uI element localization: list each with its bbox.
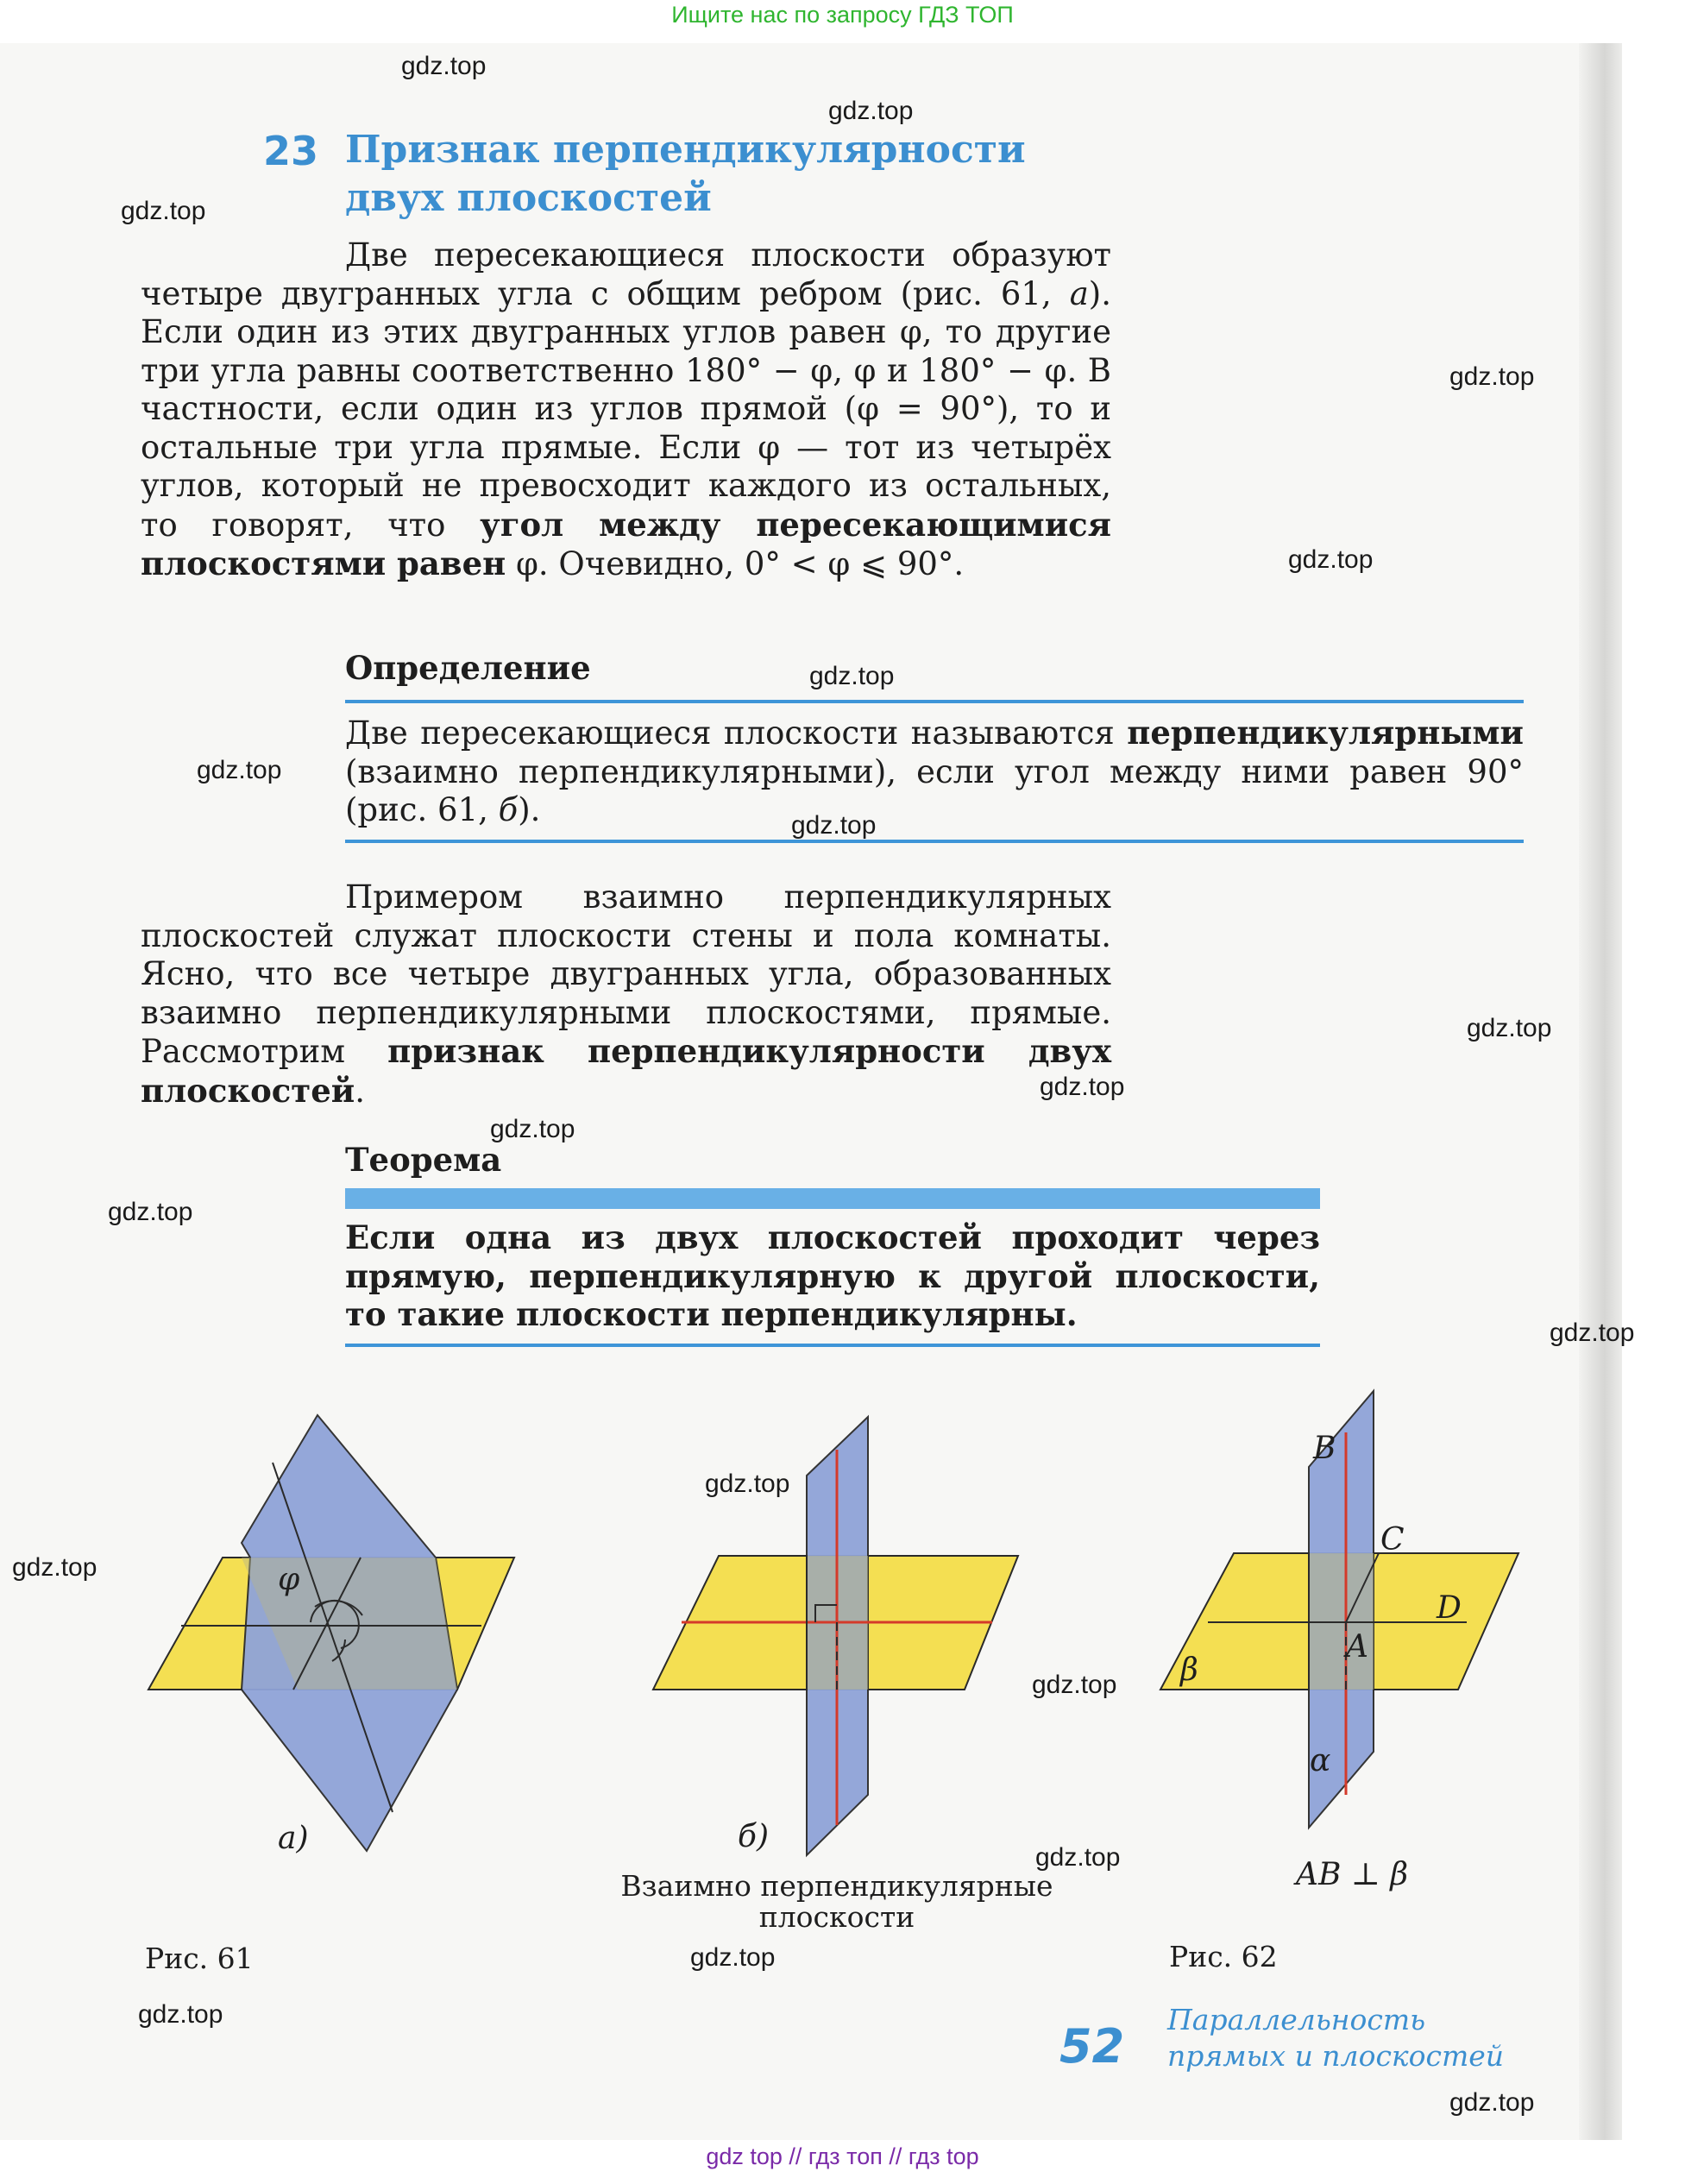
figure-62-caption: Рис. 62 — [1169, 1940, 1278, 1973]
theorem-text: Если одна из двух плоскостей проходит через прямую, перпендикулярную к другой плоскости, то такие плоскости перпендикулярны. — [345, 1218, 1320, 1333]
figure-61b-caption: б) — [738, 1819, 770, 1854]
intro-text: ). Если один из этих двугранных углов равен φ, то другие три угла равны соответственно 180° − φ, φ и 180° − φ. В частности, если один из углов прямой (φ = 90°), то и остальные три угла прямые. Если φ — тот из четырёх углов, который не превосходит каждого из остальных, то говорят, что — [141, 274, 1111, 544]
watermark: gdz.top — [690, 1943, 776, 1972]
watermark: gdz.top — [108, 1198, 193, 1226]
example-text: . — [355, 1072, 365, 1110]
definition-heading: Определение — [345, 649, 591, 687]
section-number: 23 — [263, 128, 319, 174]
watermark: gdz.top — [1035, 1843, 1121, 1872]
watermark: gdz.top — [1449, 362, 1535, 391]
watermark: gdz.top — [1550, 1319, 1635, 1347]
watermark: gdz.top — [791, 811, 877, 840]
section-title-line1: Признак перпендикулярности — [345, 128, 1026, 172]
figure-61b-subcaption — [613, 1871, 1061, 1933]
figure-61a — [148, 1415, 514, 1856]
watermark: gdz.top — [1040, 1073, 1125, 1101]
chapter-title-line: прямых и плоскостей — [1167, 2039, 1505, 2073]
example-key-term: признак перпендикулярности двух плоскостей — [141, 1032, 1111, 1110]
theorem-heading: Теорема — [345, 1141, 502, 1179]
definition-figure-ref: б — [498, 791, 519, 828]
watermark: gdz.top — [138, 2000, 223, 2029]
intro-figure-ref: а — [1069, 274, 1089, 312]
top-banner[interactable]: Ищите нас по запросу ГДЗ ТОП — [671, 2, 1014, 28]
watermark: gdz.top — [1288, 545, 1374, 574]
point-label-b: B — [1313, 1431, 1336, 1466]
bottom-banner[interactable]: gdz top // гдз топ // гдз top — [706, 2143, 979, 2169]
subcaption-line: плоскости — [758, 1900, 915, 1934]
watermark: gdz.top — [12, 1553, 97, 1582]
point-label-c: C — [1380, 1522, 1405, 1558]
watermark: gdz.top — [1467, 1014, 1552, 1042]
definition-key-term: перпендикулярными — [1127, 714, 1524, 752]
watermark: gdz.top — [401, 52, 487, 80]
watermark: gdz.top — [121, 197, 206, 225]
watermark: gdz.top — [1032, 1671, 1117, 1699]
figure-62 — [1160, 1391, 1518, 1892]
figure-61b — [653, 1417, 1018, 1855]
watermark: gdz.top — [705, 1470, 790, 1498]
section-title-line2: двух плоскостей — [345, 176, 712, 220]
figure-61-caption: Рис. 61 — [145, 1942, 254, 1975]
subcaption-line: Взаимно перпендикулярные — [620, 1869, 1053, 1903]
definition-text-part: (взаимно перпендикулярными), если угол между ними равен 90° (рис. 61, — [345, 752, 1524, 828]
figure-61a-caption: а) — [278, 1821, 309, 1856]
definition-text-part: Две пересекающиеся плоскости называются — [345, 714, 1128, 752]
chapter-title — [1167, 2002, 1504, 2074]
point-label-a: A — [1346, 1629, 1368, 1665]
page-number: 52 — [1059, 2019, 1125, 2074]
plane-label-alpha: α — [1310, 1743, 1331, 1778]
formula-ab-perp-beta: AB ⊥ β — [1296, 1857, 1409, 1892]
angle-label-phi: φ — [278, 1562, 300, 1597]
intro-text: Две пересекающиеся плоскости образуют четыре двугранных угла с общим ребром (рис. 61, — [141, 236, 1111, 312]
intro-key-term: угол между пересекающимися плоскостями равен — [141, 505, 1111, 582]
intro-text: φ. Очевидно, 0° < φ ⩽ 90°. — [506, 545, 965, 582]
watermark: gdz.top — [197, 756, 282, 784]
watermark: gdz.top — [1449, 2088, 1535, 2117]
watermark: gdz.top — [828, 97, 914, 125]
plane-label-beta: β — [1180, 1652, 1198, 1688]
watermark: gdz.top — [490, 1115, 575, 1143]
definition-text-part: ). — [518, 791, 541, 828]
example-text: Примером взаимно перпендикулярных плоскостей служат плоскости стены и пола комнаты. Ясно, что все четыре двугранных угла, образованных взаимно перпендикулярными плоскостями, прямые. Рассмотрим — [141, 878, 1111, 1070]
watermark: gdz.top — [809, 662, 895, 690]
point-label-d: D — [1437, 1590, 1462, 1626]
chapter-title-line: Параллельность — [1167, 2003, 1426, 2036]
